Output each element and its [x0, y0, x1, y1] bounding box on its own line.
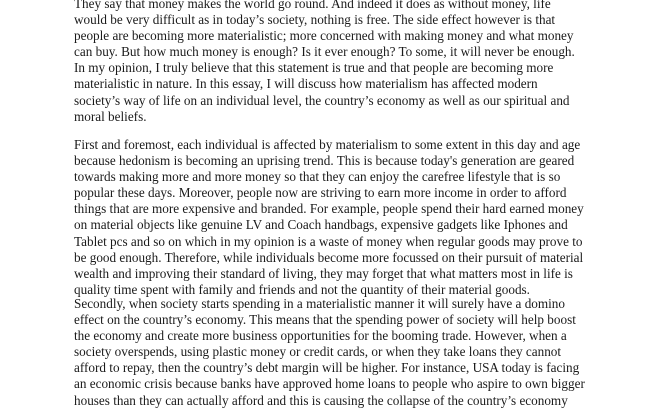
text-line: because hedonism is becoming an uprising trend. This is because today's generation are geared — [74, 153, 575, 169]
text-line: wealth and improving their standard of living, they may forget that what matters most in life is — [74, 265, 573, 281]
text-line: things that are more expensive and branded. For example, people spend their hard earned money — [74, 201, 584, 217]
text-line: Tablet pcs and so on which in my opinion is a waste of money when regular goods may prove to — [74, 233, 583, 249]
text-line: society overspends, using plastic money or credit cards, or when they take loans they cannot — [74, 344, 562, 360]
text-line: Secondly, when society starts spending in a materialistic manner it will surely have a domino — [74, 296, 565, 311]
text-line: society’s way of life on an individual level, the country’s economy as well as our spiritual and — [74, 92, 570, 108]
text-line: would be very difficult as in today’s society, nothing is free. The side effect however is that — [74, 12, 556, 28]
paragraph-economy — [74, 296, 585, 409]
text-line: materialistic in nature. In this essay, I will discuss how materialism has affected modern — [74, 76, 538, 92]
text-line: be good enough. Therefore, while individuals become more focussed on their pursuit of material — [74, 249, 584, 265]
text-line: In my opinion, I truly believe that this statement is true and that people are becoming more — [74, 60, 554, 76]
text-line: houses than they can actually afford and this is causing the collapse of the country’s economy — [74, 392, 568, 408]
text-line: people are becoming more materialistic; more concerned with making money and what money — [74, 28, 574, 44]
text-line: can buy. But how much money is enough? Is it ever enough? To some, it will never be enough. — [74, 44, 575, 60]
text-line: quality time spent with family and friends and not the quantity of their material goods. — [74, 281, 530, 297]
text-line: an economic crisis because banks have approved home loans to people who aspire to own bigger — [74, 376, 585, 392]
text-line: on material objects like genuine LV and Coach handbags, expensive gadgets like Iphones and — [74, 217, 568, 233]
text-line: afford to repay, then the country’s debt margin will be higher. For instance, USA today is facing — [74, 360, 580, 376]
text-line: effect on the country’s economy. This means that the spending power of society will help boost — [74, 312, 576, 328]
text-line: the economy and create more business opportunities for the booming trade. However, when a — [74, 328, 567, 344]
text-line: popular these days. Moreover, people now are striving to earn more income in order to afford — [74, 185, 567, 201]
paragraph-individual-level — [74, 137, 584, 298]
text-line: First and foremost, each individual is affected by materialism to some extent in this day and age — [74, 137, 581, 152]
text-line: towards making more and more money so that they can enjoy the carefree lifestyle that is so — [74, 169, 561, 185]
text-line: They say that money makes the world go round. And indeed it does as without money, life — [74, 0, 551, 11]
text-line: moral beliefs. — [74, 108, 147, 124]
paragraph-introduction — [74, 0, 575, 125]
